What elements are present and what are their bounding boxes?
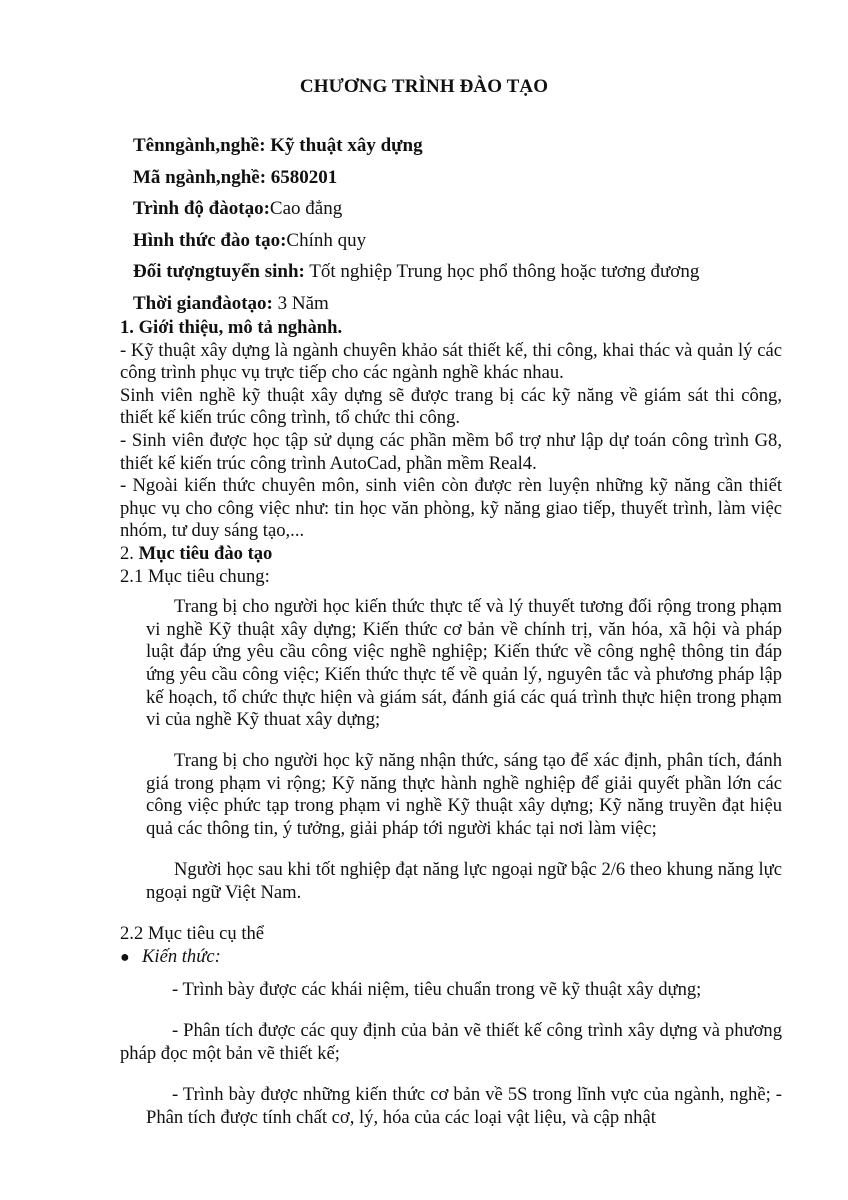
section1-paragraph: - Sinh viên được học tập sử dụng các phần mềm bổ trợ như lập dự toán công trình G8, thiết kế kiến trúc công trình AutoCad, phần mềm Real4. bbox=[120, 429, 782, 474]
knowledge-item: - Trình bày được các khái niệm, tiêu chuẩn trong vẽ kỹ thuật xây dựng; bbox=[172, 979, 702, 1001]
section1-paragraph: - Ngoài kiến thức chuyên môn, sinh viên còn được rèn luyện những kỹ năng cần thiết phục vụ cho công việc như: tin học văn phòng, kỹ năng giao tiếp, thuyết trình, làm việc nhóm, tư duy sáng tạo,... bbox=[120, 475, 782, 542]
section2-heading: 2. Mục tiêu đào tạo bbox=[120, 542, 273, 564]
knowledge-item: - Trình bày được những kiến thức cơ bản về 5S trong lĩnh vực của ngành, nghề; - Phân tích được tính chất cơ, lý, hóa của các loại vật liệu, và cập nhật bbox=[146, 1084, 782, 1128]
document-body bbox=[120, 317, 782, 1148]
section1-heading: 1. Giới thiệu, mô tả nghành. bbox=[120, 317, 343, 338]
meta-enrollment: Đối tượngtuyển sinh: Tốt nghiệp Trung học phổ thông hoặc tương đương bbox=[133, 261, 700, 282]
general-objective-paragraph: Trang bị cho người học kiến thức thực tế và lý thuyết tương đối rộng trong phạm vi nghề Kỹ thuật xây dựng; Kiến thức cơ bản về chính trị, văn hóa, xã hội và pháp luật đáp ứng yêu cầu công việc nghề nghiệp; Kiến thức về công nghệ thông tin đáp ứng yêu cầu công việc; Kiến thức thực tế về quản lý, nguyên tắc và phương pháp lập kế hoạch, tổ chức thực hiện và giám sát, đánh giá các quá trình thực hiện trong phạm vi của nghề Kỹ thuat xây dựng; bbox=[146, 596, 782, 731]
general-objective-paragraph: Trang bị cho người học kỹ năng nhận thức, sáng tạo để xác định, phân tích, đánh giá trong phạm vi rộng; Kỹ năng thực hành nghề nghiệp để giải quyết phần lớn các công việc phức tạp trong phạm vi nghề Kỹ thuật xây dựng; Kỹ năng truyền đạt hiệu quả các thông tin, ý tưởng, giải pháp tới người khác tại nơi làm việc; bbox=[146, 750, 782, 840]
meta-program-name: Tênngành,nghề: Kỹ thuật xây dựng bbox=[133, 135, 423, 156]
bullet-icon: ● bbox=[120, 948, 130, 966]
meta-training-level: Trình độ đàotạo:Cao đẳng bbox=[133, 198, 343, 219]
section1-paragraph: - Kỹ thuật xây dựng là ngành chuyên khảo sát thiết kế, thi công, khai thác và quản lý các công trình phục vụ trực tiếp cho các ngành nghề khác nhau. bbox=[120, 339, 782, 384]
program-info bbox=[133, 130, 699, 319]
section1-paragraph: Sinh viên nghề kỹ thuật xây dựng sẽ được trang bị các kỹ năng về giám sát thi công, thiết kế kiến trúc công trình, tổ chức thi công. bbox=[120, 384, 782, 429]
general-objective-paragraph: Người học sau khi tốt nghiệp đạt năng lực ngoại ngữ bậc 2/6 theo khung năng lực ngoại ngữ Việt Nam. bbox=[146, 859, 782, 903]
bullet-knowledge: ● Kiến thức: bbox=[120, 946, 782, 970]
document-title: CHƯƠNG TRÌNH ĐÀO TẠO bbox=[299, 76, 549, 97]
meta-training-form: Hình thức đào tạo:Chính quy bbox=[133, 229, 367, 251]
meta-program-code: Mã ngành,nghề: 6580201 bbox=[133, 166, 338, 188]
knowledge-item: - Phân tích được các quy định của bản vẽ thiết kế công trình xây dựng và phương pháp đọc một bản vẽ thiết kế; bbox=[120, 1020, 782, 1064]
section2-2-heading: 2.2 Mục tiêu cụ thể bbox=[120, 923, 265, 945]
meta-duration: Thời gianđàotạo: 3 Năm bbox=[133, 292, 329, 314]
section2-1-heading: 2.1 Mục tiêu chung: bbox=[120, 565, 270, 587]
